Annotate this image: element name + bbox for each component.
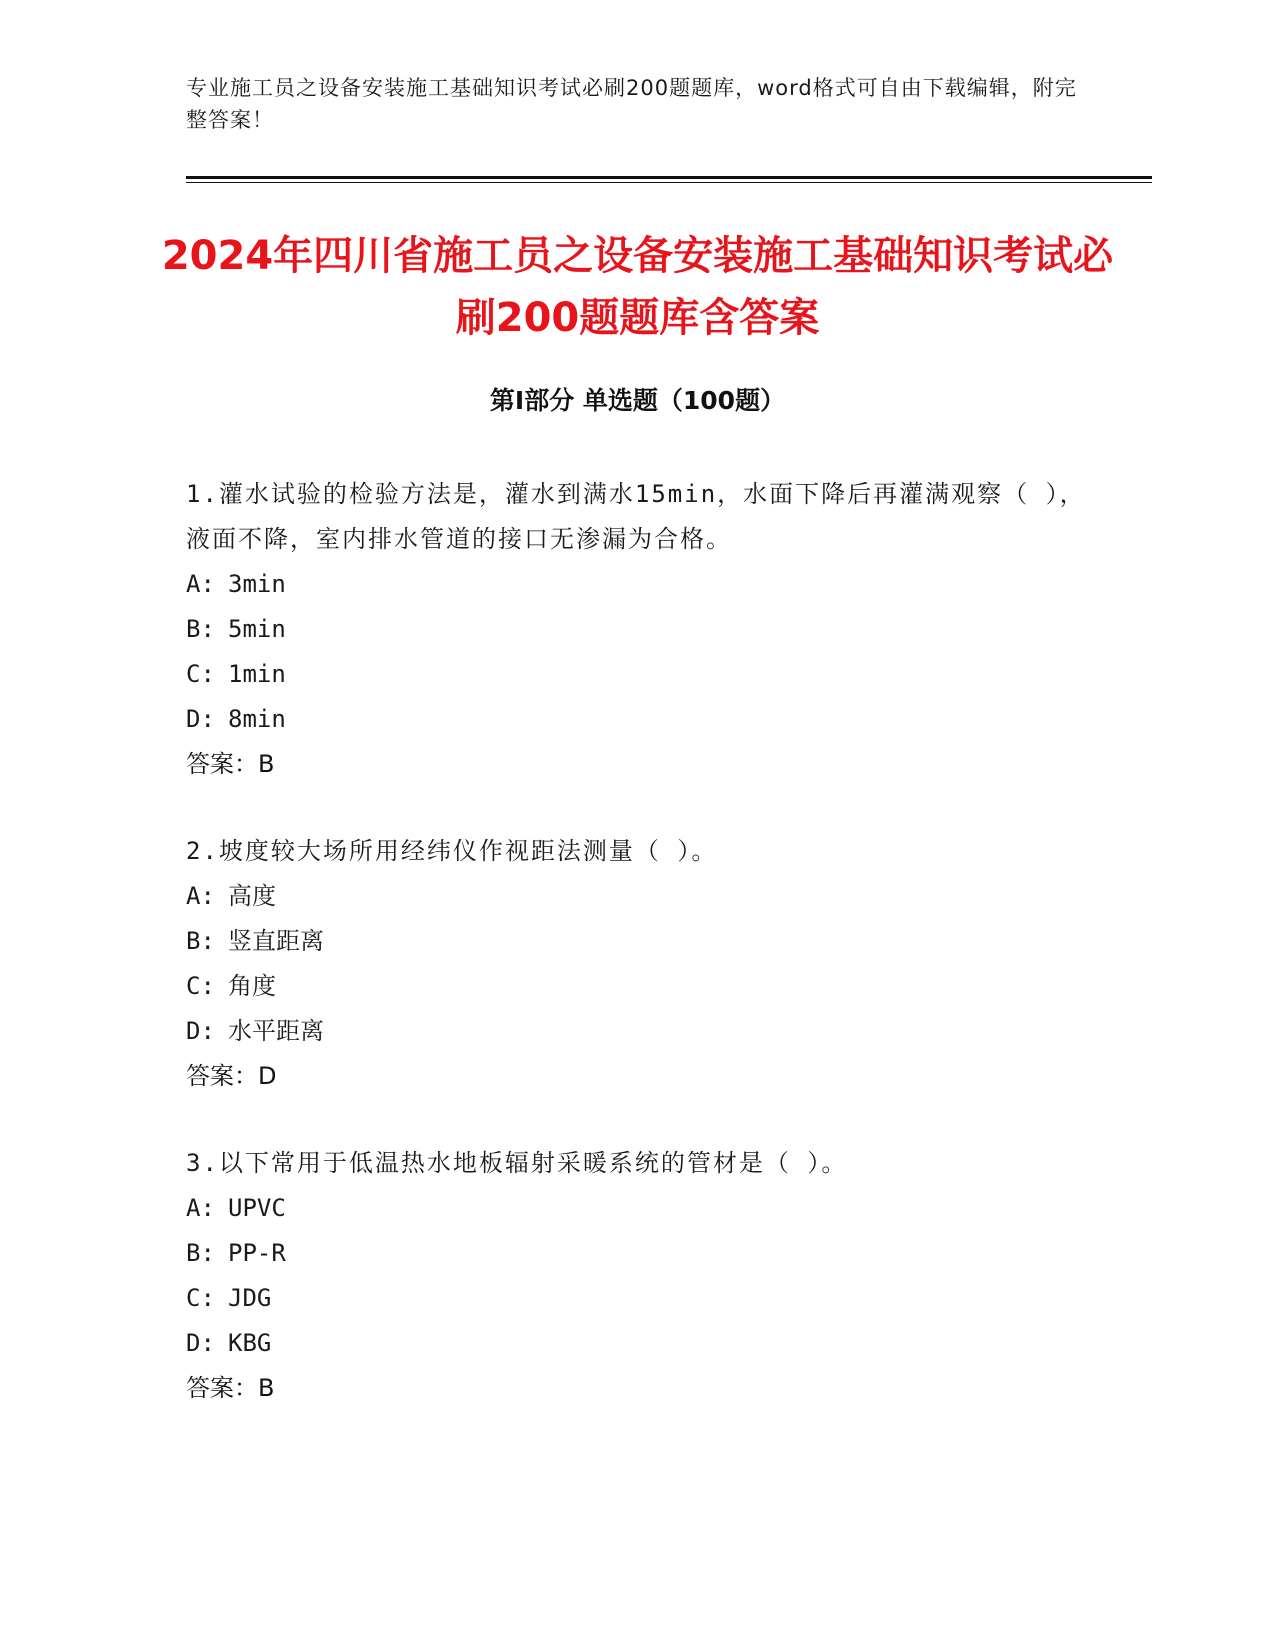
option-letter: B: [186,927,215,955]
option-text: 1min [228,660,286,688]
option-letter: A: [186,1194,215,1222]
question-stem: 3.以下常用于低温热水地板辐射采暖系统的管材是（ ）。 [186,1149,848,1177]
option-letter: C: [186,1284,215,1312]
option-letter: D: [186,1017,215,1045]
option-text: 竖直距离 [228,927,324,955]
header-divider [186,176,1152,179]
option-a [186,874,1086,919]
option-text: 水平距离 [228,1017,324,1045]
option-b [186,1231,1086,1276]
question-item [186,472,1086,787]
option-c [186,1276,1086,1321]
option-text: 8min [228,705,286,733]
question-stem: 1.灌水试验的检验方法是，灌水到满水15min，水面下降后再灌满观察（ ），液面不降，室内排水管道的接口无渗漏为合格。 [186,480,1086,553]
option-d [186,697,1086,742]
option-text: KBG [228,1329,272,1357]
document-title: 2024年四川省施工员之设备安装施工基础知识考试必刷200题题库含答案 [161,233,1114,341]
question-stem: 2.坡度较大场所用经纬仪作视距法测量（ ）。 [186,837,718,865]
option-text: 高度 [228,882,276,910]
option-text: 角度 [228,972,276,1000]
option-letter: A: [186,570,215,598]
answer-line: 答案：B [186,1374,275,1402]
option-letter: B: [186,615,215,643]
question-item [186,829,1086,1099]
option-c [186,964,1086,1009]
answer-line: 答案：B [186,750,275,778]
option-b [186,919,1086,964]
answer-line: 答案：D [186,1062,277,1090]
section-title: 第I部分 单选题（100题） [489,386,786,415]
option-a [186,1186,1086,1231]
option-d [186,1321,1086,1366]
question-list [186,472,1086,1453]
header-divider-thin [186,182,1152,183]
option-letter: C: [186,972,215,1000]
option-letter: B: [186,1239,215,1267]
question-item [186,1141,1086,1411]
option-text: PP-R [228,1239,286,1267]
option-letter: C: [186,660,215,688]
option-text: UPVC [228,1194,286,1222]
option-c [186,652,1086,697]
option-text: 3min [228,570,286,598]
option-d [186,1009,1086,1054]
header-note: 专业施工员之设备安装施工基础知识考试必刷200题题库，word格式可自由下载编辑，附完整答案！ [186,76,1077,132]
option-letter: D: [186,1329,215,1357]
option-b [186,607,1086,652]
option-a [186,562,1086,607]
option-text: 5min [228,615,286,643]
option-letter: A: [186,882,215,910]
option-letter: D: [186,705,215,733]
option-text: JDG [228,1284,272,1312]
